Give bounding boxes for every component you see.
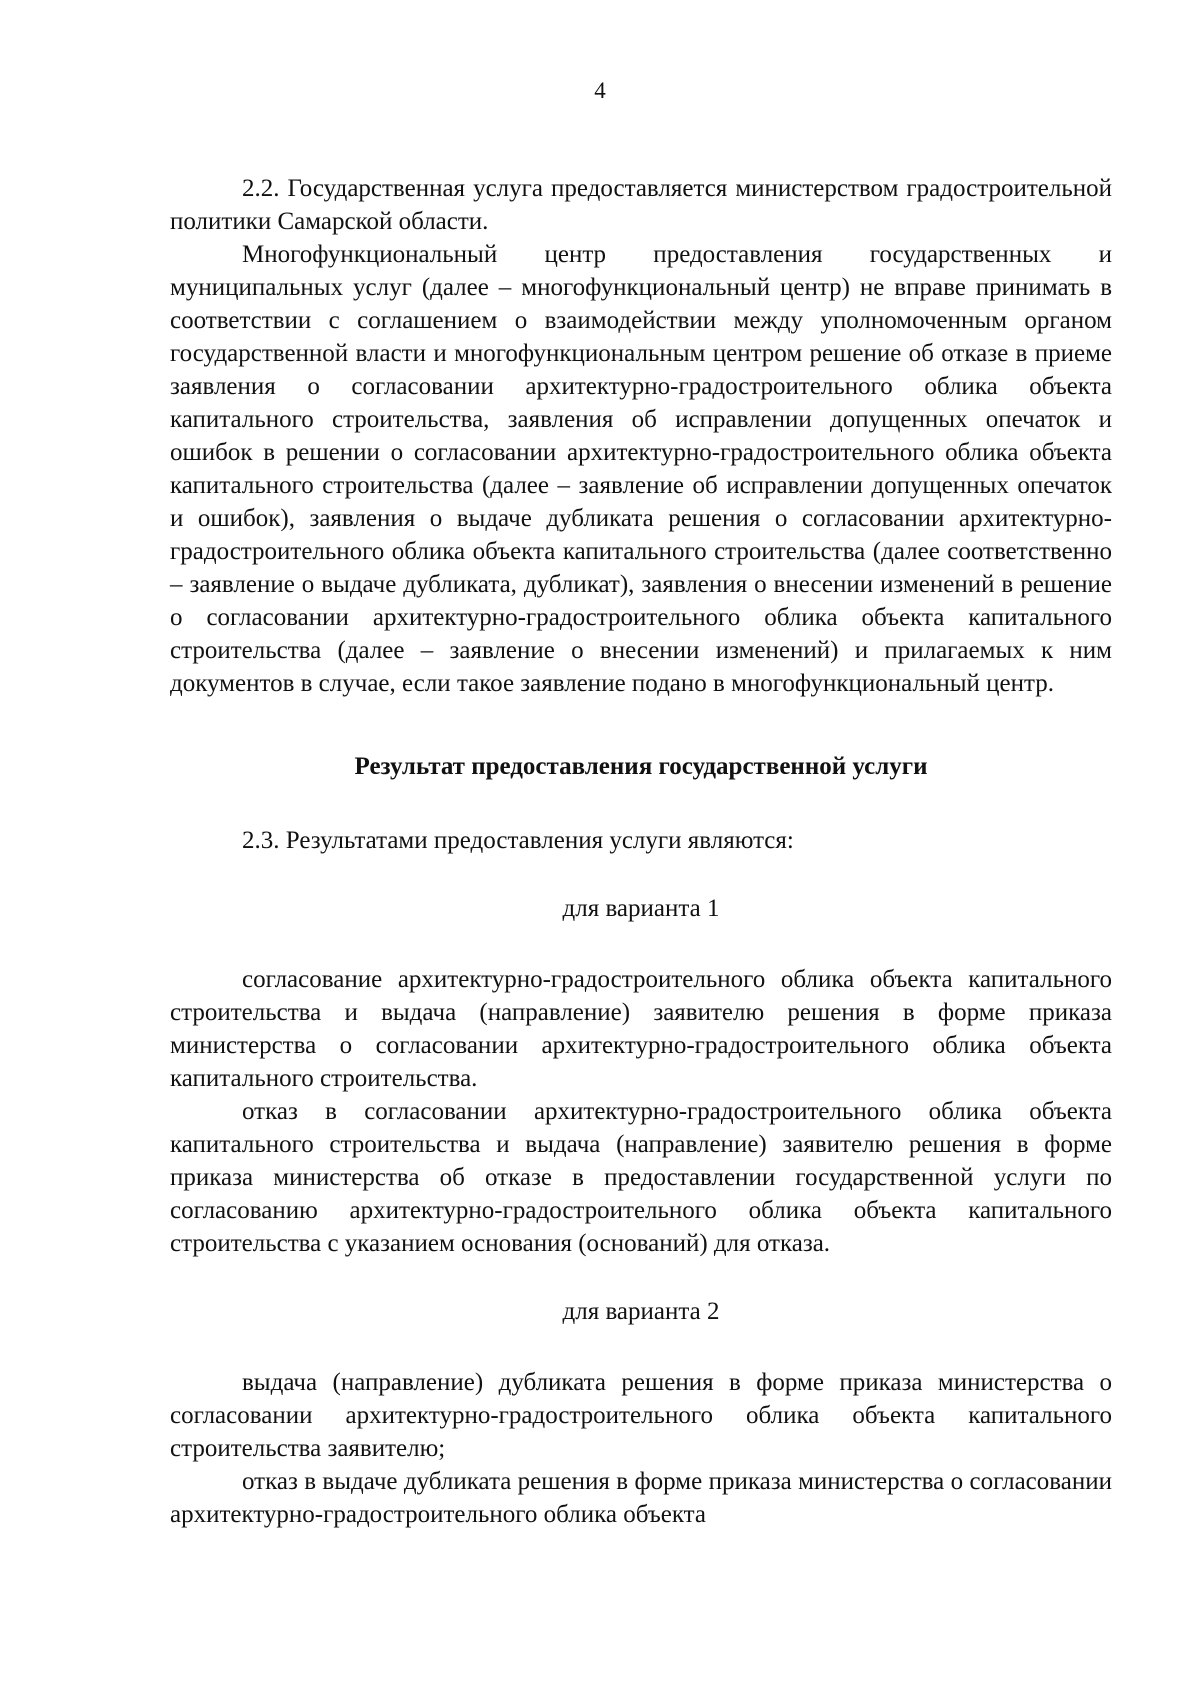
variant-1-item-refusal: отказ в согласовании архитектурно-градостроительного облика объекта капитального строительства и выдача (направление) заявителю решения в форме приказа министерства об отказе в предоставлении государственной услуги по согласованию архитектурно-градостроительного облика объекта капитального строительства с указанием основания (оснований) для отказа. <box>170 1098 1112 1257</box>
paragraph-2-3: 2.3. Результатами предоставления услуги являются: <box>242 827 794 854</box>
variant-1-title: для варианта 1 <box>562 895 720 922</box>
variant-2-item-duplicate: выдача (направление) дубликата решения в форме приказа министерства о согласовании архитектурно-градостроительного облика объекта капитального строительства заявителю; <box>170 1369 1112 1462</box>
section-heading-result: Результат предоставления государственной услуги <box>354 753 928 780</box>
document-body <box>170 172 1112 1531</box>
paragraph-mfc: Многофункциональный центр предоставления государственных и муниципальных услуг (далее – многофункциональный центр) не вправе принимать в соответствии с соглашением о взаимодействии между уполномоченным органом государственной власти и многофункциональным центром решение об отказе в приеме заявления о согласовании архитектурно-градостроительного облика объекта капитального строительства, заявления об исправлении допущенных опечаток и ошибок в решении о согласовании архитектурно-градостроительного облика объекта капитального строительства (далее – заявление об исправлении допущенных опечаток и ошибок), заявления о выдаче дубликата решения о согласовании архитектурно-градостроительного облика объекта капитального строительства (далее соответственно – заявление о выдаче дубликата, дубликат), заявления о внесении изменений в решение о согласовании архитектурно-градостроительного облика объекта капитального строительства (далее – заявление о внесении изменений) и прилагаемых к ним документов в случае, если такое заявление подано в многофункциональный центр. <box>170 241 1112 697</box>
variant-2-title: для варианта 2 <box>562 1298 720 1325</box>
paragraph-2-2: 2.2. Государственная услуга предоставляется министерством градостроительной политики Самарской области. <box>170 175 1112 235</box>
page-number: 4 <box>594 78 606 103</box>
variant-2-item-refusal: отказ в выдаче дубликата решения в форме приказа министерства о согласовании архитектурно-градостроительного облика объекта <box>170 1468 1112 1528</box>
variant-1-item-approval: согласование архитектурно-градостроительного облика объекта капитального строительства и выдача (направление) заявителю решения в форме приказа министерства о согласовании архитектурно-градостроительного облика объекта капитального строительства. <box>170 966 1112 1092</box>
